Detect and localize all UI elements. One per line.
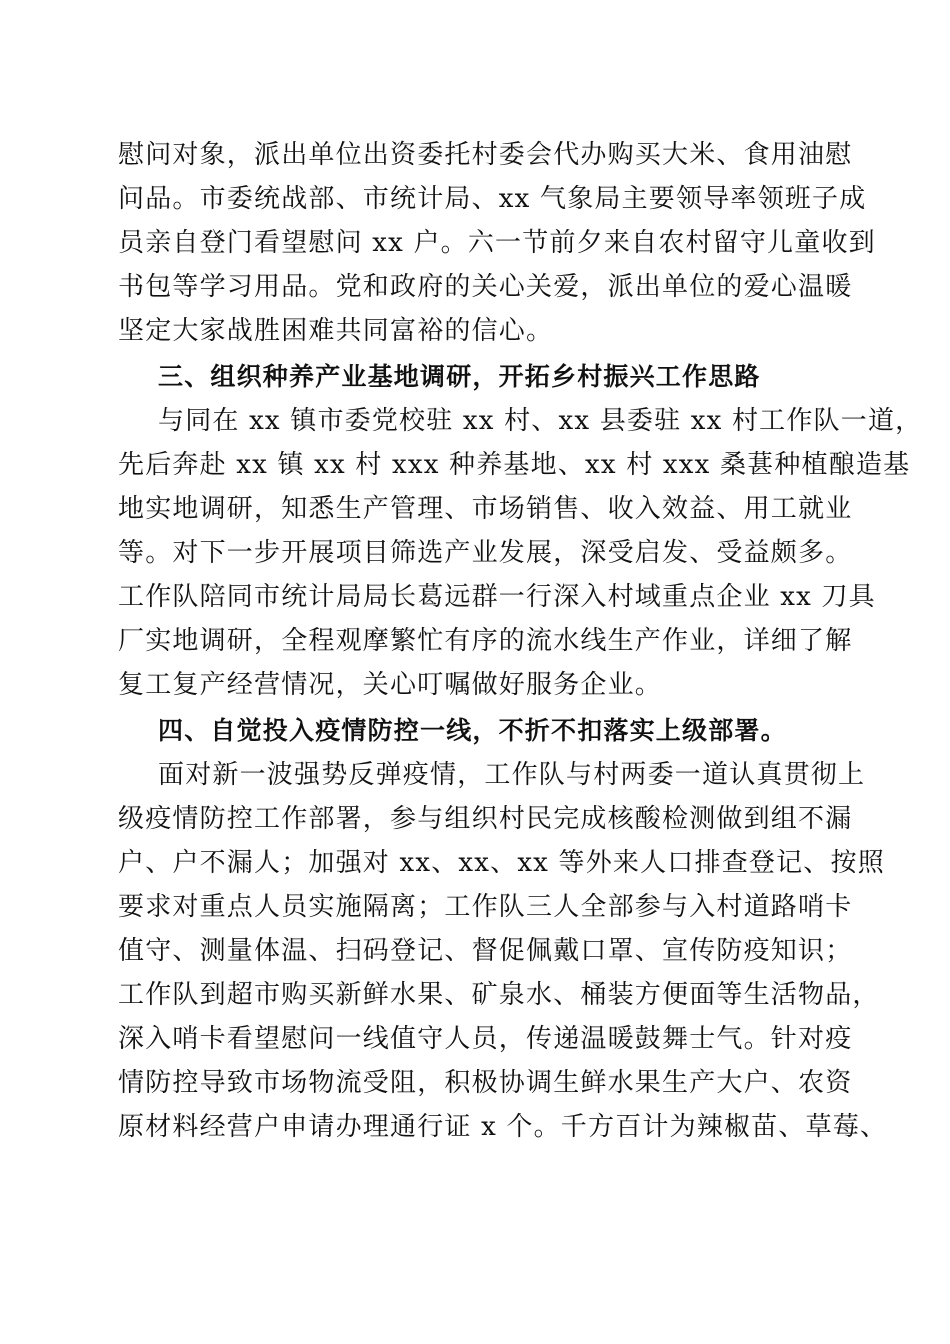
paragraph-line: 慰问对象，派出单位出资委托村委会代办购买大米、食用油慰	[118, 140, 853, 170]
paragraph-line: 先后奔赴 xx 镇 xx 村 xxx 种养基地、xx 村 xxx 桑葚种植酿造基	[118, 450, 911, 480]
paragraph-line: 要求对重点人员实施隔离；工作队三人全部参与入村道路哨卡	[118, 892, 853, 922]
paragraph-line: 地实地调研，知悉生产管理、市场销售、收入效益、用工就业	[118, 494, 853, 524]
paragraph-line: 等。对下一步开展项目筛选产业发展，深受启发、受益颇多。	[118, 538, 853, 568]
paragraph-line: 员亲自登门看望慰问 xx 户。六一节前夕来自农村留守儿童收到	[118, 228, 876, 258]
section-heading-4: 四、自觉投入疫情防控一线，不折不扣落实上级部署。	[158, 716, 787, 745]
paragraph-line: 问品。市委统战部、市统计局、xx 气象局主要领导率领班子成	[118, 184, 867, 214]
paragraph-line: 级疫情防控工作部署，参与组织村民完成核酸检测做到组不漏	[118, 804, 853, 834]
paragraph-line: 厂实地调研，全程观摩繁忙有序的流水线生产作业，详细了解	[118, 626, 853, 656]
paragraph-line: 书包等学习用品。党和政府的关心关爱，派出单位的爱心温暖	[118, 272, 853, 302]
paragraph-line: 户、户不漏人；加强对 xx、xx、xx 等外来人口排查登记、按照	[118, 848, 885, 878]
paragraph-line: 工作队到超市购买新鲜水果、矿泉水、桶装方便面等生活物品，	[118, 980, 880, 1010]
paragraph-line: 坚定大家战胜困难共同富裕的信心。	[118, 316, 554, 346]
paragraph-line: 情防控导致市场物流受阻，积极协调生鲜水果生产大户、农资	[118, 1068, 853, 1098]
paragraph-line: 与同在 xx 镇市委党校驻 xx 村、xx 县委驻 xx 村工作队一道，	[158, 406, 923, 436]
paragraph-line: 深入哨卡看望慰问一线值守人员，传递温暖鼓舞士气。针对疫	[118, 1024, 853, 1054]
paragraph-line: 复工复产经营情况，关心叮嘱做好服务企业。	[118, 670, 663, 700]
paragraph-line: 原材料经营户申请办理通行证 x 个。千方百计为辣椒苗、草莓、	[118, 1112, 888, 1142]
paragraph-line: 面对新一波强势反弹疫情，工作队与村两委一道认真贯彻上	[158, 760, 866, 790]
paragraph-line: 工作队陪同市统计局局长葛远群一行深入村域重点企业 xx 刀具	[118, 582, 876, 612]
section-heading-3: 三、组织种养产业基地调研，开拓乡村振兴工作思路	[158, 362, 761, 391]
paragraph-line: 值守、测量体温、扫码登记、督促佩戴口罩、宣传防疫知识；	[118, 936, 853, 966]
